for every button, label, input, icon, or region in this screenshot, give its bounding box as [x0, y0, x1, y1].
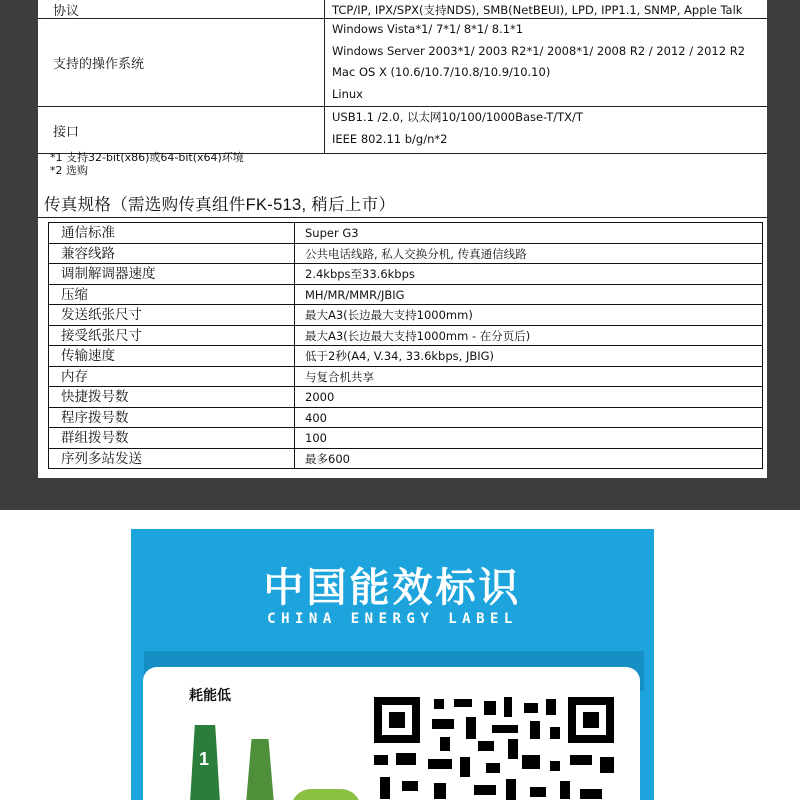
spec-value: USB1.1 /2.0, 以太网10/100/1000Base-T/TX/T [332, 110, 583, 124]
fax-table-row [48, 326, 763, 347]
spec-row-protocol [38, 0, 767, 19]
energy-panel [143, 667, 640, 800]
spec-value: Linux [332, 86, 363, 101]
fax-spec-label: 群组拨号数 [49, 428, 295, 448]
fax-spec-label: 程序拨号数 [49, 408, 295, 428]
fax-table-row [48, 367, 763, 388]
spec-value: TCP/IP, IPX/SPX(支持NDS), SMB(NetBEUI), LPD, IPP1.1, SNMP, Apple Talk [332, 3, 743, 17]
fax-spec-value: MH/MR/MMR/JBIG [305, 287, 405, 302]
fax-table-row [48, 305, 763, 326]
fax-spec-value: 100 [305, 431, 327, 445]
spec-sheet [38, 0, 767, 478]
low-consumption-label: 耗能低 [189, 688, 231, 704]
grade-1-number: 1 [199, 749, 210, 769]
spec-value: Windows Server 2003*1/ 2003 R2*1/ 2008*1/ 2008 R2 / 2012 / 2012 R2 [332, 43, 746, 58]
spec-label: 接口 [53, 123, 80, 139]
fax-spec-value: 公共电话线路, 私人交换分机, 传真通信线路 [305, 246, 527, 261]
footnotes [50, 151, 244, 177]
fax-table-row [48, 387, 763, 408]
fax-spec-label: 调制解调器速度 [49, 264, 295, 284]
column-divider [324, 0, 325, 18]
fax-table-row [48, 285, 763, 306]
fax-table-row [48, 244, 763, 265]
fax-spec-label: 兼容线路 [49, 244, 295, 264]
fax-table-row [48, 264, 763, 285]
fax-spec-value: 最大A3(长边最大支持1000mm) [305, 308, 473, 322]
spec-row-os [38, 19, 767, 107]
footnote: *1 支持32-bit(x86)或64-bit(x64)环境 [50, 151, 244, 164]
fax-table-row [48, 346, 763, 367]
spec-value: IEEE 802.11 b/g/n*2 [332, 131, 448, 146]
fax-spec-value: 2.4kbps至33.6kbps [305, 267, 415, 281]
fax-spec-value: 与复合机共享 [305, 369, 374, 384]
fax-table-row [48, 408, 763, 429]
fax-spec-label: 快捷拨号数 [49, 387, 295, 407]
fax-table-row [48, 449, 763, 470]
column-divider [324, 107, 325, 153]
fax-table-row [48, 428, 763, 449]
fax-spec-label: 压缩 [49, 285, 295, 305]
title-divider [38, 217, 767, 218]
grade-3-bar [291, 789, 361, 800]
energy-label [131, 529, 654, 800]
grade-2-bar [243, 739, 277, 800]
fax-section-title: 传真规格（需选购传真组件FK-513, 稍后上市） [44, 196, 396, 214]
energy-label-title: 中国能效标识 [263, 565, 522, 611]
fax-spec-label: 通信标准 [49, 223, 295, 243]
column-divider [324, 19, 325, 106]
fax-spec-value: 低于2秒(A4, V.34, 33.6kbps, JBIG) [305, 349, 495, 363]
qr-code-icon [374, 697, 614, 800]
spec-value: Mac OS X (10.6/10.7/10.8/10.9/10.10) [332, 65, 551, 79]
fax-spec-label: 接受纸张尺寸 [49, 326, 295, 346]
spec-label: 支持的操作系统 [53, 56, 145, 71]
fax-spec-label: 发送纸张尺寸 [49, 305, 295, 325]
energy-label-subtitle: CHINA ENERGY LABEL [267, 611, 518, 627]
fax-spec-value: 最多600 [305, 451, 350, 466]
fax-spec-label: 传输速度 [49, 346, 295, 366]
fax-spec-value: 最大A3(长边最大支持1000mm - 在分页后) [305, 328, 531, 343]
fax-table-row [48, 223, 763, 244]
footnote: *2 选购 [50, 164, 88, 177]
spec-value: Windows Vista*1/ 7*1/ 8*1/ 8.1*1 [332, 22, 524, 36]
spec-row-interface [38, 107, 767, 154]
fax-spec-value: 2000 [305, 390, 335, 404]
spec-label: 协议 [53, 2, 80, 18]
fax-spec-table [48, 222, 763, 469]
spec-table [38, 0, 767, 154]
fax-spec-label: 序列多站发送 [49, 449, 295, 469]
fax-spec-label: 内存 [49, 367, 295, 387]
fax-spec-value: Super G3 [305, 226, 359, 240]
fax-spec-value: 400 [305, 410, 327, 425]
